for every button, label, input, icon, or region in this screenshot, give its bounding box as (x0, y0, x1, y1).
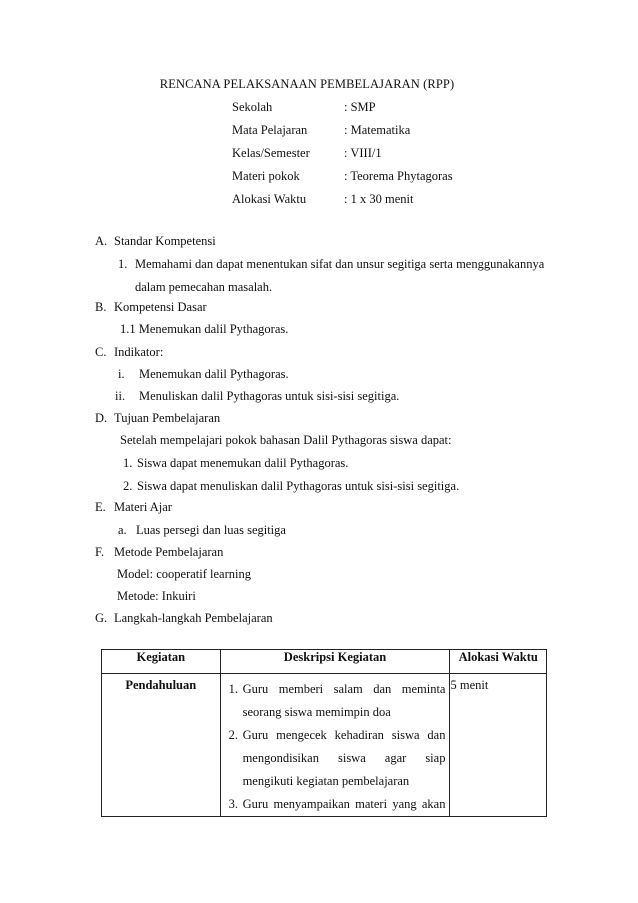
list-item-text: Luas persegi dan luas segitiga (136, 523, 286, 537)
list-item-text-cont: dalam pemecahan masalah. (135, 280, 273, 294)
list-item-text: Memahami dan dapat menentukan sifat dan unsur segitiga serta menggunakannya (135, 257, 545, 271)
section-letter: C. (95, 345, 107, 359)
section-f-heading (95, 545, 223, 560)
list-number: i. (118, 367, 125, 381)
meta-value-alokasi: : 1 x 30 menit (344, 192, 414, 206)
section-letter: D. (95, 411, 108, 425)
meta-label-kelas: Kelas/Semester (232, 146, 310, 160)
section-letter: A. (95, 234, 108, 248)
column-header: Deskripsi Kegiatan (220, 650, 450, 674)
table-row (102, 674, 547, 817)
meta-label-sekolah: Sekolah (232, 100, 273, 114)
column-header: Alokasi Waktu (450, 650, 547, 674)
meta-label-mapel: Mata Pelajaran (232, 123, 308, 137)
meta-value-sekolah: : SMP (344, 100, 376, 114)
column-header: Kegiatan (102, 650, 221, 674)
section-e-heading (95, 500, 172, 515)
list-item-text: Siswa dapat menemukan dalil Pythagoras. (137, 456, 349, 470)
meta-label-materi: Materi pokok (232, 169, 300, 183)
section-title: Indikator: (114, 345, 164, 359)
section-c-heading (95, 345, 163, 360)
section-letter: B. (95, 300, 107, 314)
list-number: 1. (118, 257, 128, 271)
time-cell: 5 menit (450, 674, 547, 817)
section-letter: G. (95, 611, 108, 625)
activity-text: Guru memberi salam dan meminta seorang siswa memimpin doa (242, 682, 446, 719)
section-b-heading (95, 300, 207, 315)
list-number: a. (118, 523, 127, 537)
meta-value-mapel: : Matematika (344, 123, 411, 137)
paragraph: Metode: Inkuiri (117, 589, 196, 603)
section-a-heading (95, 234, 216, 249)
table-header-row (102, 650, 547, 674)
meta-value-materi: : Teorema Phytagoras (344, 169, 453, 183)
activities-cell (220, 674, 450, 817)
list-item (221, 793, 446, 816)
paragraph: Model: cooperatif learning (117, 567, 251, 581)
activity-text: Guru mengecek kehadiran siswa dan mengondisikan siswa agar siap mengikuti kegiatan pembelajaran (242, 728, 446, 788)
list-item (221, 678, 446, 724)
list-item (221, 724, 446, 793)
list-number: 2. (228, 728, 238, 742)
list-item-text: 1.1 Menemukan dalil Pythagoras. (120, 322, 289, 336)
meta-value-kelas: : VIII/1 (344, 146, 382, 160)
section-g-heading (95, 611, 273, 626)
list-number: 1. (228, 682, 238, 696)
document-title: RENCANA PELAKSANAAN PEMBELAJARAN (RPP) (159, 77, 455, 91)
list-item-text: Menuliskan dalil Pythagoras untuk sisi-sisi segitiga. (139, 389, 400, 403)
section-title: Metode Pembelajaran (114, 545, 224, 559)
paragraph: Setelah mempelajari pokok bahasan Dalil Pythagoras siswa dapat: (120, 433, 452, 447)
section-title: Standar Kompetensi (114, 234, 216, 248)
list-number: 1. (123, 456, 133, 470)
section-title: Tujuan Pembelajaran (114, 411, 221, 425)
list-item-text: Menemukan dalil Pythagoras. (139, 367, 289, 381)
phase-cell: Pendahuluan (102, 674, 221, 817)
section-title: Kompetensi Dasar (114, 300, 207, 314)
section-title: Langkah-langkah Pembelajaran (114, 611, 273, 625)
list-number: 3. (228, 797, 238, 811)
section-letter: E. (95, 500, 106, 514)
activity-list (221, 678, 450, 816)
activity-text: Guru menyampaikan materi yang akan (242, 797, 446, 811)
meta-label-alokasi: Alokasi Waktu (232, 192, 307, 206)
list-item-text: Siswa dapat menuliskan dalil Pythagoras untuk sisi-sisi segitiga. (137, 479, 460, 493)
list-number: 2. (123, 479, 133, 493)
learning-steps-table (101, 649, 547, 817)
section-title: Materi Ajar (114, 500, 172, 514)
section-d-heading (95, 411, 220, 426)
list-number: ii. (115, 389, 126, 403)
section-letter: F. (95, 545, 105, 559)
